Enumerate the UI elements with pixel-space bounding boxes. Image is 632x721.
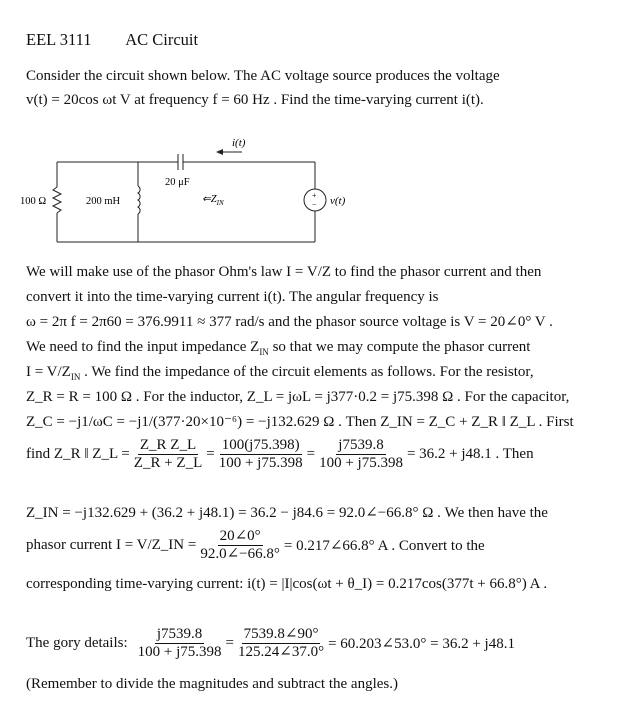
current-arrow-icon	[216, 149, 223, 155]
body-line-1: We will make use of the phasor Ohm's law I = V/Z to find the phasor current and then	[26, 264, 542, 280]
fraction-gory-2: $\frac{7539.8\angle 90^\circ}{125.24\angle 37.0^\circ}$	[238, 626, 325, 660]
body-line-3: ω = 2π f = 2π60 = 376.9911 ≈ 377 rad/s and the phasor source voltage is V = 20∠0° V .	[26, 314, 553, 330]
intro-line-2: v(t) = 20cos ωt V at frequency f = 60 Hz . Find the time-varying current i(t).	[26, 92, 484, 108]
circuit-diagram	[20, 132, 380, 262]
current-label: i(t)	[232, 137, 246, 149]
intro-line-1: Consider the circuit shown below. The AC voltage source produces the voltage	[26, 68, 500, 84]
body-line-4: We need to find the input impedance $Z_{IN}$ so that we may compute the phasor current	[26, 339, 531, 357]
fraction-numeric-1: $\frac{100(j75.398)}{100 + j75.398}$	[218, 437, 303, 471]
gory-details-equation: The gory details: $\frac{j7539.8}{100 + j75.398}$ = $\frac{7539.8\angle 90^\circ}{125.24\angle 37.0^\circ}$ = 60.203∠53.0° = 36.2 + j48.1	[26, 626, 515, 660]
fraction-numeric-2: $\frac{j7539.8}{100 + j75.398}$	[319, 437, 403, 471]
gory-note: (Remember to divide the magnitudes and subtract the angles.)	[26, 676, 398, 692]
fraction-gory-1: $\frac{j7539.8}{100 + j75.398}$	[137, 626, 222, 660]
document-title: AC Circuit	[125, 30, 199, 49]
body-line-6: Z_R = R = 100 Ω . For the inductor, Z_L = jωL = j377·0.2 = j75.398 Ω . For the capacitor,	[26, 389, 570, 405]
body-line-2: convert it into the time-varying current i(t). The angular frequency is	[26, 289, 439, 305]
phasor-current-equation: phasor current I = V/Z_IN = $\frac{20\angle 0^\circ}{92.0\angle-66.8^\circ}$ = 0.217∠66.8° A . Convert to the	[26, 528, 485, 562]
body-line-11: corresponding time-varying current: i(t) = |I|cos(ωt + θ_I) = 0.217cos(377t + 66.8°) A .	[26, 576, 548, 592]
body-line-7: Z_C = −j1/ωC = −j1/(377·20×10⁻⁶) = −j132.629 Ω . Then Z_IN = Z_C + Z_R ‖ Z_L . First	[26, 414, 574, 430]
zin-label: $⇐Z_{IN}$	[202, 194, 224, 207]
body-line-5: $I = V/Z_{IN}$ . We find the impedance of the circuit elements as follows. For the resistor,	[26, 364, 534, 382]
inductor-label: 200 mH	[86, 196, 121, 207]
source-minus: −	[312, 200, 317, 209]
capacitor-label: 20 μF	[165, 177, 190, 188]
fraction-phasor: $\frac{20\angle 0^\circ}{92.0\angle-66.8^\circ}$	[200, 528, 280, 562]
fraction-symbolic: $\frac{\text{Z\_R Z\_L}}{Z\_R + Z\_L}$	[133, 437, 203, 471]
resistor-symbol	[53, 187, 61, 213]
inductor-symbol	[138, 186, 140, 214]
source-label: v(t)	[330, 195, 346, 207]
source-plus: +	[312, 191, 317, 200]
resistor-label: 100 Ω	[20, 196, 47, 207]
parallel-impedance-equation: find Z_R ‖ Z_L = $\frac{\text{Z\_R Z\_L}}{Z\_R + Z\_L}$ = $\frac{100(j75.398)}{100 + j75.398}$ = $\frac{j7539.8}{100 + j75.398}$ = 36.2 + j48.1 . Then	[26, 437, 534, 471]
document-header	[26, 30, 198, 50]
course-code: EEL 3111	[26, 30, 92, 49]
body-line-9: Z_IN = −j132.629 + (36.2 + j48.1) = 36.2 − j84.6 = 92.0∠−66.8° Ω . We then have the	[26, 505, 548, 521]
